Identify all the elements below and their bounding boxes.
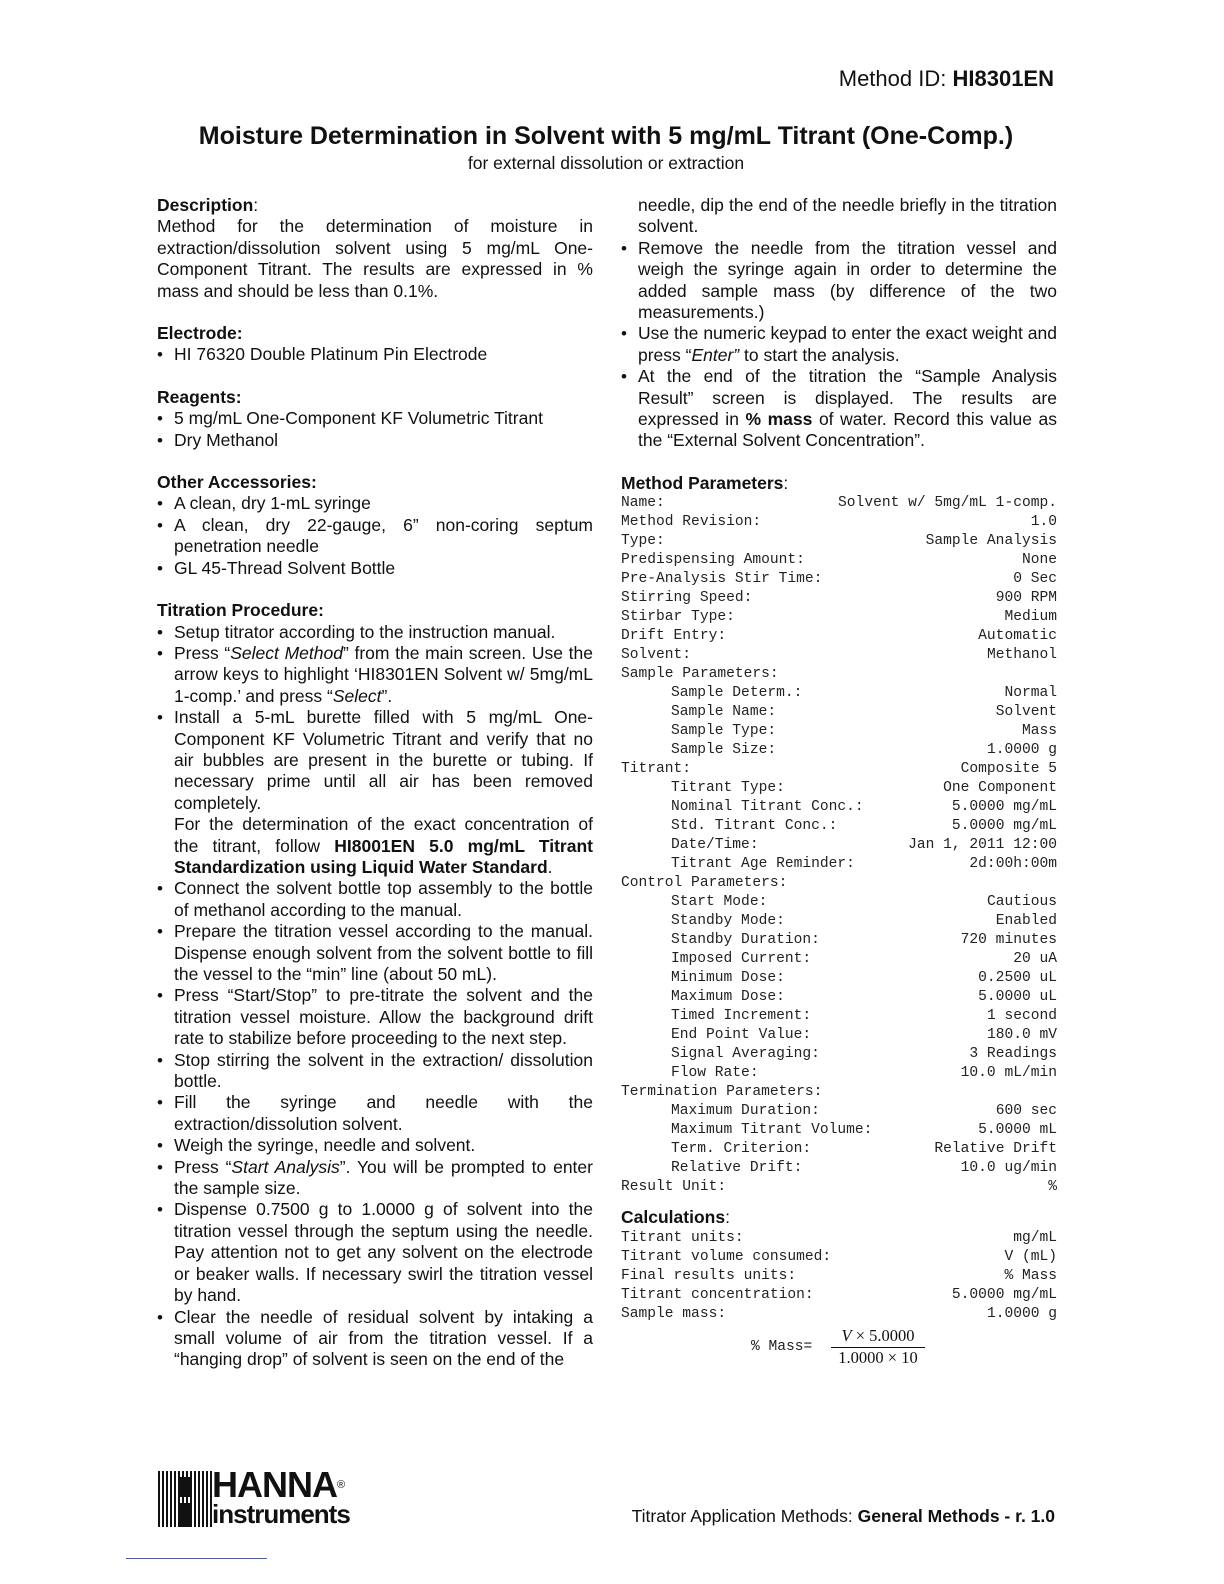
- calc-row: Final results units: % Mass: [621, 1267, 1057, 1284]
- description-heading: Description:: [157, 195, 259, 215]
- param-row: Type: Sample Analysis: [621, 533, 1057, 550]
- electrode-list: [157, 344, 593, 365]
- reagents-heading: Reagents:: [157, 386, 242, 407]
- left-column: [157, 195, 593, 1371]
- list-item: • HI 76320 Double Platinum Pin Electrode: [157, 344, 593, 365]
- param-row: Minimum Dose: 0.2500 uL: [671, 970, 1057, 987]
- param-group: Control Parameters:: [621, 875, 788, 892]
- divider: [126, 1558, 267, 1559]
- list-item: • Use the numeric keypad to enter the exact weight and press “Enter” to start the analysis.: [621, 323, 1057, 366]
- method-id: [839, 66, 1054, 92]
- param-row: Maximum Titrant Volume: 5.0000 mL: [671, 1122, 1057, 1139]
- description-text: Method for the determination of moisture in extraction/dissolution solvent using 5 mg/mL One-Component Titrant. The results are expressed in % mass and should be less than 0.1%.: [157, 216, 593, 301]
- list-item: • Setup titrator according to the instruction manual.: [157, 622, 593, 643]
- calc-row: Titrant volume consumed: V (mL): [621, 1248, 1057, 1265]
- list-item: • GL 45-Thread Solvent Bottle: [157, 558, 593, 579]
- procedure-heading: Titration Procedure:: [157, 600, 324, 621]
- procedure-list: [157, 622, 593, 1371]
- formula-label: % Mass=: [751, 1338, 813, 1355]
- list-item: • Remove the needle from the titration vessel and weigh the syringe again in order to determine the added sample mass (by difference of the two measurements.): [621, 238, 1057, 324]
- param-row: Sample Type: Mass: [671, 723, 1057, 740]
- procedure-continued: needle, dip the end of the needle briefly in the titration solvent.: [638, 195, 1057, 237]
- param-group: Titrant: Composite 5: [621, 761, 1057, 778]
- calc-row: Titrant concentration: 5.0000 mg/mL: [621, 1286, 1057, 1303]
- param-row: Term. Criterion: Relative Drift: [671, 1141, 1057, 1158]
- param-row: Sample Name: Solvent: [671, 704, 1057, 721]
- list-item: • A clean, dry 22-gauge, 6” non-coring septum penetration needle: [157, 515, 593, 558]
- list-item: • Dispense 0.7500 g to 1.0000 g of solvent into the titration vessel through the septum using the needle. Pay attention not to get any solvent on the electrode or beaker walls. If necessary swirl the titration vessel by hand.: [157, 1199, 593, 1306]
- logo-wordmark: HANNA®: [212, 1464, 345, 1505]
- method-id-label: Method ID:: [838, 66, 947, 91]
- param-row: Relative Drift: 10.0 ug/min: [671, 1160, 1057, 1177]
- list-item: • Connect the solvent bottle top assembly to the bottle of methanol according to the manual.: [157, 878, 593, 921]
- formula-fraction: [831, 1326, 925, 1368]
- procedure-list-continued: [621, 238, 1057, 452]
- page-footer: Titrator Application Methods: General Methods - r. 1.0: [631, 1506, 1055, 1526]
- param-row: Stirring Speed: 900 RPM: [621, 590, 1057, 607]
- formula-numerator: V × 5.0000: [831, 1326, 925, 1348]
- param-row: Standby Duration: 720 minutes: [671, 932, 1057, 949]
- param-row: Maximum Dose: 5.0000 uL: [671, 989, 1057, 1006]
- accessories-heading: Other Accessories:: [157, 472, 317, 493]
- param-row: Date/Time: Jan 1, 2011 12:00: [671, 837, 1057, 854]
- param-row: Sample Determ.: Normal: [671, 685, 1057, 702]
- right-column: [621, 195, 1057, 1370]
- list-item: • Install a 5-mL burette filled with 5 mg/mL One-Component KF Volumetric Titrant and verify that no air bubbles are present in the burette or tubing. If necessary prime until all air has been removed completely. For the determination of the exact concentration of the titrant, follow HI8001EN 5.0 mg/mL Titrant Standardization using Liquid Water Standard.: [157, 707, 593, 878]
- list-item: • Press “Start Analysis”. You will be prompted to enter the sample size.: [157, 1157, 593, 1200]
- calculations-list: [621, 1229, 1057, 1324]
- param-row: Maximum Duration: 600 sec: [671, 1103, 1057, 1120]
- reagents-list: [157, 408, 593, 451]
- list-item: • Press “Start/Stop” to pre-titrate the solvent and the titration vessel moisture. Allow the background drift rate to stabilize before proceeding to the next step.: [157, 985, 593, 1049]
- method-parameters-list: [621, 494, 1057, 1197]
- list-item: • Press “Select Method” from the main screen. Use the arrow keys to highlight ‘HI8301EN Solvent w/ 5mg/mL 1-comp.’ and press “Select”.: [157, 643, 593, 707]
- param-row: Drift Entry: Automatic: [621, 628, 1057, 645]
- calc-row: Titrant units: mg/mL: [621, 1229, 1057, 1246]
- param-row: Imposed Current: 20 uA: [671, 951, 1057, 968]
- param-row: Method Revision: 1.0: [621, 514, 1057, 531]
- param-row: Start Mode: Cautious: [671, 894, 1057, 911]
- list-item: • Stop stirring the solvent in the extraction/ dissolution bottle.: [157, 1050, 593, 1093]
- param-row: Result Unit: %: [621, 1179, 1057, 1196]
- list-item: • Fill the syringe and needle with the extraction/dissolution solvent.: [157, 1092, 593, 1135]
- mass-formula: [621, 1326, 1057, 1370]
- list-item: • Weigh the syringe, needle and solvent.: [157, 1135, 593, 1156]
- list-item: • At the end of the titration the “Sample Analysis Result” screen is displayed. The results are expressed in % mass of water. Record this value as the “External Solvent Concentration”.: [621, 366, 1057, 452]
- param-row: Titrant Age Reminder: 2d:00h:00m: [671, 856, 1057, 873]
- param-row: Signal Averaging: 3 Readings: [671, 1046, 1057, 1063]
- param-row: Stirbar Type: Medium: [621, 609, 1057, 626]
- page-title: Moisture Determination in Solvent with 5 mg/mL Titrant (One-Comp.): [198, 122, 1014, 150]
- param-row: Std. Titrant Conc.: 5.0000 mg/mL: [671, 818, 1057, 835]
- list-item: • Clear the needle of residual solvent by intaking a small volume of air from the titration vessel. If a “hanging drop” of solvent is seen on the end of the: [157, 1307, 593, 1371]
- param-row: Predispensing Amount: None: [621, 552, 1057, 569]
- accessories-list: [157, 493, 593, 579]
- param-row: Standby Mode: Enabled: [671, 913, 1057, 930]
- list-item: • Prepare the titration vessel according to the manual. Dispense enough solvent from the solvent bottle to fill the vessel to the “min” line (about 50 mL).: [157, 921, 593, 985]
- method-parameters-heading: Method Parameters:: [621, 472, 789, 493]
- list-item: • A clean, dry 1-mL syringe: [157, 493, 593, 514]
- param-row: Sample Size: 1.0000 g: [671, 742, 1057, 759]
- page-subtitle: for external dissolution or extraction: [467, 153, 745, 173]
- method-id-value: HI8301EN: [952, 66, 1054, 91]
- list-item: • 5 mg/mL One-Component KF Volumetric Titrant: [157, 408, 593, 429]
- logo-subtitle: instruments: [212, 1499, 350, 1529]
- param-row: Name: Solvent w/ 5mg/mL 1-comp.: [621, 495, 1057, 512]
- calc-row: Sample mass: 1.0000 g: [621, 1305, 1057, 1322]
- param-row: Pre-Analysis Stir Time: 0 Sec: [621, 571, 1057, 588]
- calculations-heading: Calculations:: [621, 1207, 730, 1228]
- param-row: Timed Increment: 1 second: [671, 1008, 1057, 1025]
- param-row: End Point Value: 180.0 mV: [671, 1027, 1057, 1044]
- param-row: Flow Rate: 10.0 mL/min: [671, 1065, 1057, 1082]
- param-group: Termination Parameters:: [621, 1084, 823, 1101]
- hanna-logo: [158, 1464, 358, 1531]
- param-row: Solvent: Methanol: [621, 647, 1057, 664]
- param-row: Titrant Type: One Component: [671, 780, 1057, 797]
- param-group: Sample Parameters:: [621, 666, 779, 683]
- list-item: • Dry Methanol: [157, 430, 593, 451]
- formula-denominator: 1.0000 × 10: [838, 1347, 918, 1367]
- param-row: Nominal Titrant Conc.: 5.0000 mg/mL: [671, 799, 1057, 816]
- electrode-heading: Electrode:: [157, 323, 243, 344]
